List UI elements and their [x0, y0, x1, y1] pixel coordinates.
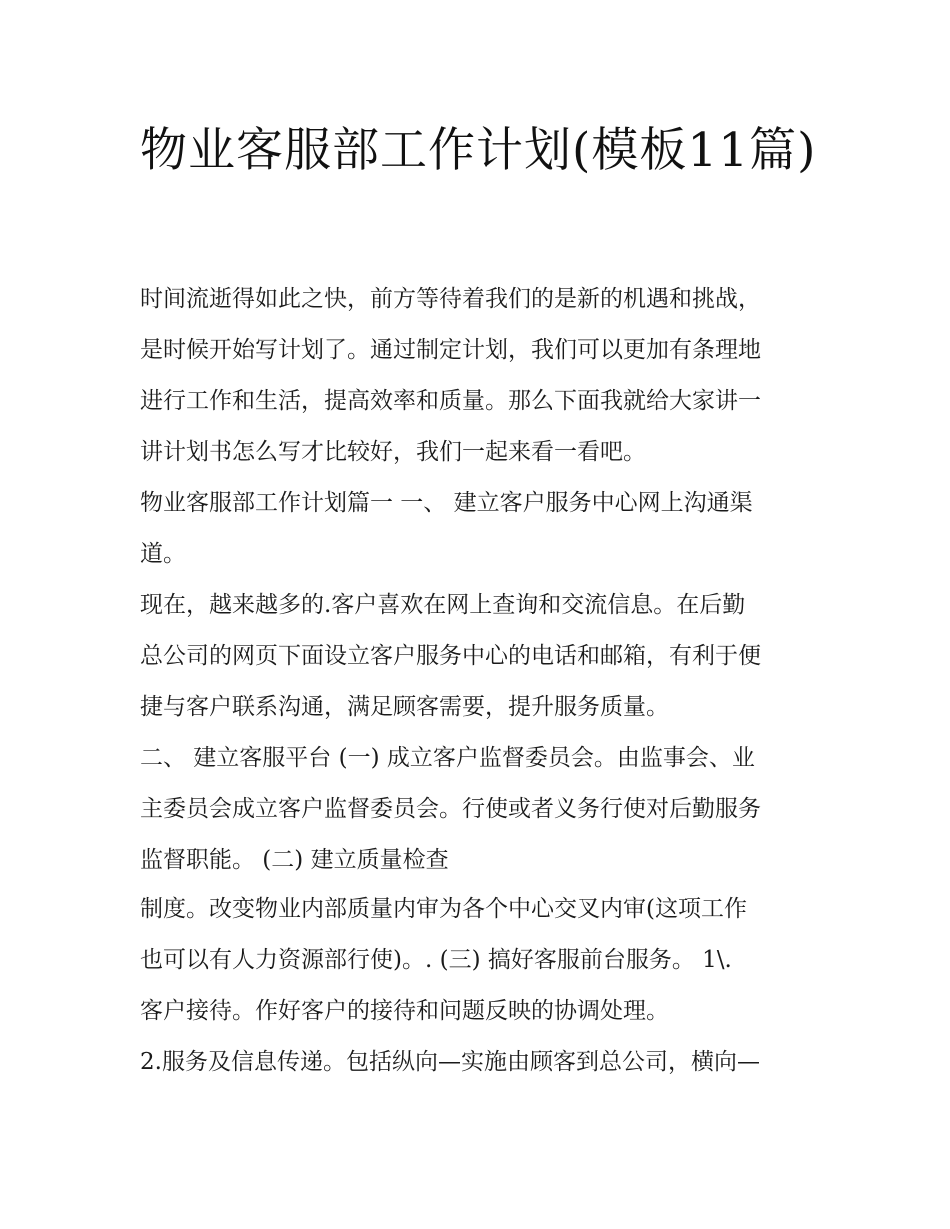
paragraph-line: 进行工作和生活，提高效率和质量。那么下面我就给大家讲一	[140, 388, 761, 414]
paragraph-line: 捷与客户联系沟通，满足顾客需要，提升服务质量。	[140, 694, 669, 720]
paragraph-line: 物业客服部工作计划篇一 一、 建立客户服务中心网上沟通渠	[140, 490, 753, 516]
paragraph-line: 总公司的网页下面设立客户服务中心的电话和邮箱，有利于便	[140, 643, 761, 669]
paragraph-line: 是时候开始写计划了。通过制定计划，我们可以更加有条理地	[140, 337, 761, 363]
paragraph-line: 二、 建立客服平台 (一) 成立客户监督委员会。由监事会、业	[140, 745, 755, 771]
paragraph-line: 2.服务及信息传递。包括纵向—实施由顾客到总公司，横向—	[140, 1049, 760, 1075]
paragraph-line: 时间流逝得如此之快，前方等待着我们的是新的机遇和挑战，	[140, 286, 761, 312]
document-title: 物业客服部工作计划(模板11篇)	[140, 123, 817, 178]
paragraph-line: 制度。改变物业内部质量内审为各个中心交叉内审(这项工作	[140, 896, 747, 922]
paragraph-line: 客户接待。作好客户的接待和问题反映的协调处理。	[140, 998, 669, 1024]
paragraph-line: 现在，越来越多的.客户喜欢在网上查询和交流信息。在后勤	[140, 592, 746, 618]
paragraph-line: 讲计划书怎么写才比较好，我们一起来看一看吧。	[140, 439, 646, 465]
paragraph-line: 道。	[140, 541, 186, 567]
paragraph-line: 也可以有人力资源部行使)。. (三) 搞好客服前台服务。 1\.	[140, 947, 732, 973]
paragraph-line: 监督职能。 (二) 建立质量检查	[140, 847, 449, 873]
paragraph-line: 主委员会成立客户监督委员会。行使或者义务行使对后勤服务	[140, 796, 761, 822]
